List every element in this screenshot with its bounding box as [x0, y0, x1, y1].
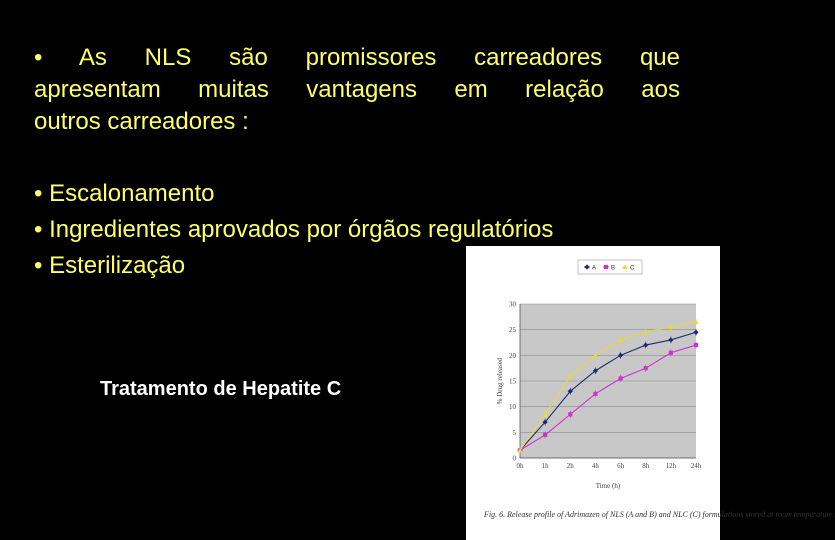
- intro-line-3: outros carreadores :: [34, 108, 249, 135]
- bullet-sterilization: • Esterilização: [34, 252, 186, 279]
- x-tick-label: 6h: [617, 462, 625, 470]
- x-tick-label: 1h: [541, 462, 549, 470]
- y-tick-label: 0: [512, 454, 516, 463]
- intro-paragraph: [34, 42, 680, 138]
- y-tick-label: 20: [509, 351, 516, 360]
- x-tick-label: 8h: [642, 462, 650, 470]
- y-axis-label: % Drug released: [496, 357, 504, 405]
- release-profile-figure: [466, 246, 835, 540]
- legend-label: B: [611, 265, 616, 272]
- x-tick-label: 24h: [690, 462, 702, 470]
- x-tick-label: 4h: [591, 462, 599, 470]
- intro-line-1: • As NLS são promissores carreadores que: [34, 44, 680, 71]
- legend-label: C: [630, 265, 635, 272]
- bullet-scaling: • Escalonamento: [34, 180, 215, 207]
- x-axis-label: Time (h): [595, 482, 621, 490]
- release-chart: [466, 246, 835, 540]
- y-tick-label: 25: [509, 326, 516, 335]
- x-tick-label: 2h: [566, 462, 574, 470]
- x-tick-label: 12h: [665, 462, 677, 470]
- y-tick-label: 5: [512, 428, 516, 437]
- y-tick-label: 30: [509, 300, 516, 309]
- y-tick-label: 15: [509, 377, 516, 386]
- treatment-label: Tratamento de Hepatite C: [100, 378, 342, 400]
- x-tick-label: 0h: [516, 462, 524, 470]
- figure-caption: Fig. 6. Release profile of Adrimazen of NLS (A and B) and NLC (C) formulations stored at room temperature.: [484, 510, 835, 519]
- intro-line-2: apresentam muitas vantagens em relação aos: [34, 76, 680, 103]
- legend-label: A: [592, 265, 597, 272]
- y-tick-label: 10: [509, 403, 516, 412]
- data-point: [604, 265, 608, 269]
- bullet-approved-ingredients: • Ingredientes aprovados por órgãos regulatórios: [34, 216, 554, 243]
